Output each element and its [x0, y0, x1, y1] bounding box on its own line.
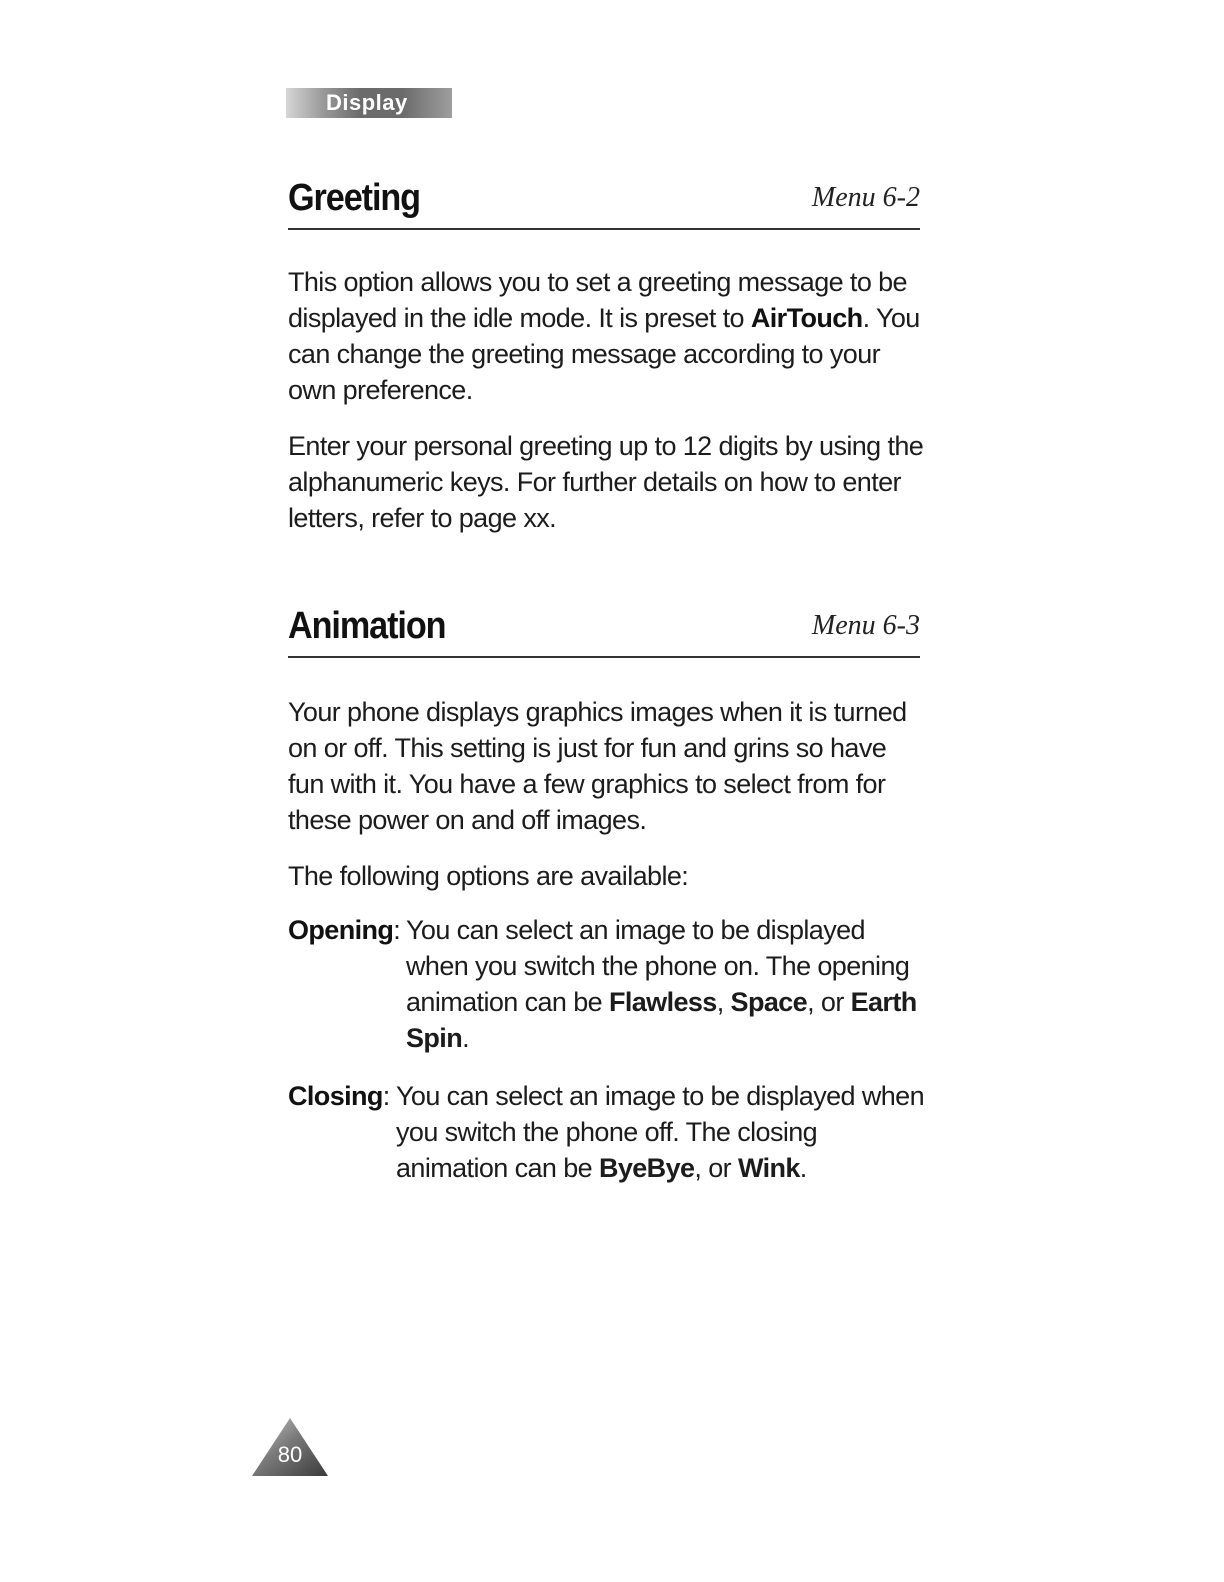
- greeting-p1-text: This option allows you to set a greeting message to be displayed in the idle mode. It is preset to: [288, 267, 907, 333]
- animation-paragraph-2: The following options are available:: [288, 861, 689, 891]
- greeting-p1-text-end: . You can change the greeting message according to your own preference.: [288, 303, 920, 405]
- option-opening: [288, 912, 928, 1056]
- opening-term: Opening: [288, 915, 394, 945]
- opening-colon: :: [393, 915, 401, 945]
- opening-term-wrap: [288, 912, 406, 1056]
- greeting-title: Greeting: [288, 177, 420, 219]
- opening-desc-text: You can select an image to be displayed when you switch the phone on. The opening animation can be: [406, 915, 910, 1017]
- section-tab-label: Display: [326, 90, 408, 115]
- closing-opt-byebye: ByeBye: [598, 1153, 695, 1183]
- greeting-p1-bold: AirTouch: [750, 303, 863, 333]
- greeting-paragraph-1: [288, 264, 928, 408]
- animation-paragraph-1: Your phone displays graphics images when it is turned on or off. This setting is just for fun and grins so have fun with it. You have a few graphics to select from for these power on and off images.: [288, 697, 907, 835]
- opening-opt-space: Space: [730, 987, 808, 1017]
- opening-sep-1: ,: [716, 987, 731, 1017]
- closing-term: Closing: [288, 1081, 383, 1111]
- opening-opt-flawless: Flawless: [608, 987, 717, 1017]
- animation-heading: [288, 598, 920, 658]
- page-number-badge: [252, 1418, 328, 1476]
- closing-opt-wink: Wink: [737, 1153, 800, 1183]
- closing-description: [396, 1078, 928, 1186]
- greeting-heading: [288, 170, 920, 230]
- animation-menu-ref: Menu 6-3: [811, 610, 920, 641]
- closing-sep-1: , or: [694, 1153, 738, 1183]
- animation-title: Animation: [288, 605, 446, 647]
- closing-term-wrap: [288, 1078, 396, 1186]
- section-tab: [286, 88, 452, 118]
- closing-colon: :: [382, 1081, 390, 1111]
- greeting-menu-ref: Menu 6-2: [811, 182, 920, 213]
- page-number: 80: [277, 1442, 303, 1467]
- opening-description: [406, 912, 928, 1056]
- greeting-paragraph-2: Enter your personal greeting up to 12 digits by using the alphanumeric keys. For further details on how to enter letters, refer to page xx.: [288, 431, 924, 533]
- option-closing: [288, 1078, 928, 1186]
- opening-end: .: [462, 1023, 470, 1053]
- closing-end: .: [799, 1153, 807, 1183]
- opening-opt-earth-spin: Earth Spin: [406, 987, 917, 1053]
- closing-desc-text: You can select an image to be displayed when you switch the phone off. The closing animation can be: [396, 1081, 924, 1183]
- opening-sep-2: , or: [807, 987, 851, 1017]
